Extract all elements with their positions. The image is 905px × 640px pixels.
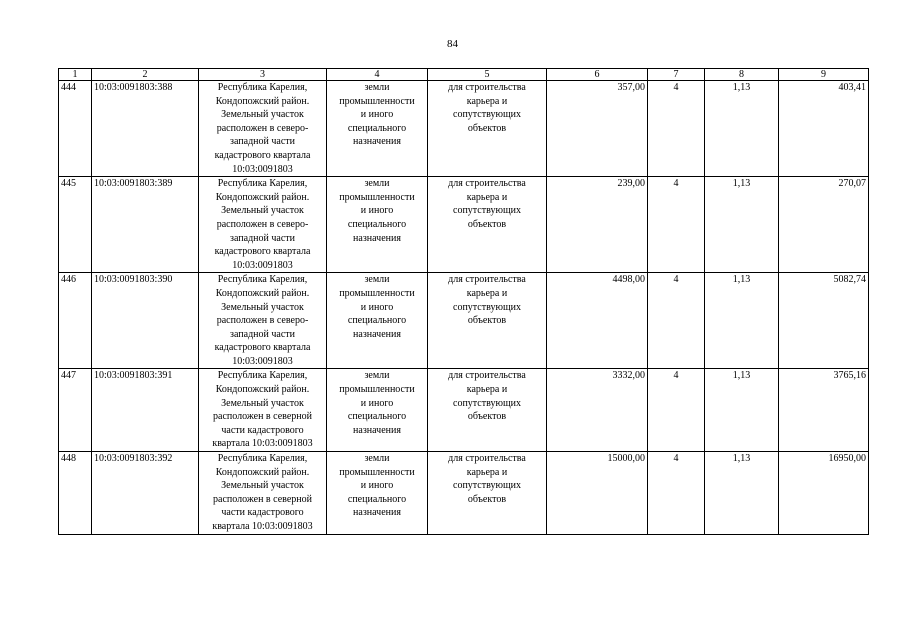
location-description-line: квартала 10:03:0091803 xyxy=(212,521,313,532)
permitted-use-line: объектов xyxy=(467,122,507,134)
permitted-use-line: для строительства xyxy=(448,178,526,190)
location-description-line: расположен в северо- xyxy=(216,122,309,134)
land-category-line: и иного xyxy=(360,109,394,121)
row-number: 444 xyxy=(59,81,92,177)
location-description-line: Кондопожский район. xyxy=(215,95,310,107)
column-header-9: 9 xyxy=(779,69,869,81)
location-description-line: части кадастрового xyxy=(221,507,304,519)
column-9-value: 270,07 xyxy=(779,177,869,273)
land-category-line: и иного xyxy=(360,205,394,217)
permitted-use-line: для строительства xyxy=(448,82,526,93)
area-value: 239,00 xyxy=(547,177,648,273)
permitted-use-line: карьера и xyxy=(466,384,508,396)
location-description-line: квартала 10:03:0091803 xyxy=(212,438,313,450)
column-9-value: 403,41 xyxy=(779,81,869,177)
location-description-line: западной части xyxy=(230,328,295,340)
permitted-use xyxy=(428,81,547,177)
column-8-value: 1,13 xyxy=(705,369,779,452)
location-description-line: Земельный участок xyxy=(221,205,304,217)
location-description-line: 10:03:0091803 xyxy=(232,163,293,175)
location-description-line: Республика Карелия, xyxy=(217,178,308,190)
location-description-line: Республика Карелия, xyxy=(217,370,308,382)
column-header-4: 4 xyxy=(327,69,428,81)
area-value: 4498,00 xyxy=(547,273,648,369)
location-description xyxy=(199,369,327,452)
permitted-use xyxy=(428,177,547,273)
header-row xyxy=(59,69,869,81)
location-description xyxy=(199,81,327,177)
column-header-5: 5 xyxy=(428,69,547,81)
column-header-7: 7 xyxy=(648,69,705,81)
land-category-line: промышленности xyxy=(339,95,415,107)
permitted-use-line: карьера и xyxy=(466,466,508,478)
column-9-value: 5082,74 xyxy=(779,273,869,369)
table-row xyxy=(59,177,869,273)
location-description-line: расположен в северной xyxy=(213,493,312,505)
land-category-line: земли xyxy=(364,370,390,382)
land-category-line: и иного xyxy=(360,397,394,409)
page-number: 84 xyxy=(447,38,458,50)
column-8-value: 1,13 xyxy=(705,177,779,273)
permitted-use-line: для строительства xyxy=(448,274,526,286)
land-category-line: промышленности xyxy=(339,384,415,396)
table-row xyxy=(59,81,869,177)
land-category-line: и иного xyxy=(360,480,394,492)
area-value: 3332,00 xyxy=(547,369,648,452)
land-category-line: промышленности xyxy=(339,191,415,203)
column-9-value: 16950,00 xyxy=(779,452,869,535)
column-8-value: 1,13 xyxy=(705,81,779,177)
land-category-line: промышленности xyxy=(339,287,415,299)
row-number: 445 xyxy=(59,177,92,273)
table-row xyxy=(59,273,869,369)
permitted-use-line: объектов xyxy=(467,493,507,505)
location-description-line: Республика Карелия, xyxy=(217,453,308,465)
land-category xyxy=(327,452,428,535)
location-description-line: Республика Карелия, xyxy=(217,274,308,286)
land-category-line: специального xyxy=(347,122,407,134)
location-description-line: 10:03:0091803 xyxy=(232,355,293,367)
area-value: 15000,00 xyxy=(547,452,648,535)
permitted-use-line: для строительства xyxy=(448,453,526,465)
column-8-value: 1,13 xyxy=(705,273,779,369)
permitted-use-line: сопутствующих xyxy=(453,109,521,121)
land-category-line: назначения xyxy=(353,232,401,244)
location-description-line: западной части xyxy=(230,136,295,148)
permitted-use-line: объектов xyxy=(467,315,507,327)
land-category-line: и иного xyxy=(360,301,394,313)
row-number: 446 xyxy=(59,273,92,369)
land-category-line: земли xyxy=(364,82,390,93)
column-header-2: 2 xyxy=(92,69,199,81)
row-number: 447 xyxy=(59,369,92,452)
location-description-line: части кадастрового xyxy=(221,424,304,436)
permitted-use-line: объектов xyxy=(467,411,507,423)
land-category-line: специального xyxy=(347,411,407,423)
location-description-line: западной части xyxy=(230,232,295,244)
permitted-use xyxy=(428,273,547,369)
location-description-line: расположен в северо- xyxy=(216,315,309,327)
location-description-line: Земельный участок xyxy=(221,109,304,121)
land-plots-table xyxy=(58,68,869,535)
column-header-3: 3 xyxy=(199,69,327,81)
land-category xyxy=(327,81,428,177)
permitted-use-line: объектов xyxy=(467,218,507,230)
cadastral-number: 10:03:0091803:388 xyxy=(92,81,199,177)
column-header-8: 8 xyxy=(705,69,779,81)
column-9-value: 3765,16 xyxy=(779,369,869,452)
land-category-line: промышленности xyxy=(339,466,415,478)
permitted-use-line: сопутствующих xyxy=(453,480,521,492)
cadastral-number: 10:03:0091803:391 xyxy=(92,369,199,452)
cadastral-number: 10:03:0091803:392 xyxy=(92,452,199,535)
land-category-line: земли xyxy=(364,178,390,190)
permitted-use-line: карьера и xyxy=(466,95,508,107)
column-7-value: 4 xyxy=(648,177,705,273)
land-category xyxy=(327,177,428,273)
land-category xyxy=(327,273,428,369)
location-description xyxy=(199,177,327,273)
permitted-use xyxy=(428,369,547,452)
land-category-line: назначения xyxy=(353,136,401,148)
location-description-line: Земельный участок xyxy=(221,480,304,492)
land-category xyxy=(327,369,428,452)
location-description-line: расположен в северной xyxy=(213,411,312,423)
location-description-line: Кондопожский район. xyxy=(215,466,310,478)
permitted-use-line: сопутствующих xyxy=(453,301,521,313)
permitted-use-line: карьера и xyxy=(466,191,508,203)
location-description-line: Земельный участок xyxy=(221,301,304,313)
land-category-line: назначения xyxy=(353,507,401,519)
location-description-line: Кондопожский район. xyxy=(215,384,310,396)
column-7-value: 4 xyxy=(648,369,705,452)
table-row xyxy=(59,452,869,535)
area-value: 357,00 xyxy=(547,81,648,177)
permitted-use-line: сопутствующих xyxy=(453,397,521,409)
location-description-line: кадастрового квартала xyxy=(214,342,311,354)
location-description xyxy=(199,452,327,535)
location-description-line: 10:03:0091803 xyxy=(232,259,293,271)
permitted-use xyxy=(428,452,547,535)
land-category-line: назначения xyxy=(353,424,401,436)
column-7-value: 4 xyxy=(648,81,705,177)
land-category-line: земли xyxy=(364,274,390,286)
column-8-value: 1,13 xyxy=(705,452,779,535)
location-description xyxy=(199,273,327,369)
location-description-line: Кондопожский район. xyxy=(215,287,310,299)
cadastral-number: 10:03:0091803:389 xyxy=(92,177,199,273)
cadastral-number: 10:03:0091803:390 xyxy=(92,273,199,369)
location-description-line: расположен в северо- xyxy=(216,218,309,230)
column-7-value: 4 xyxy=(648,273,705,369)
location-description-line: Земельный участок xyxy=(221,397,304,409)
row-number: 448 xyxy=(59,452,92,535)
column-7-value: 4 xyxy=(648,452,705,535)
location-description-line: кадастрового квартала xyxy=(214,246,311,258)
permitted-use-line: карьера и xyxy=(466,287,508,299)
land-category-line: специального xyxy=(347,315,407,327)
permitted-use-line: для строительства xyxy=(448,370,526,382)
table-row xyxy=(59,369,869,452)
location-description-line: Кондопожский район. xyxy=(215,191,310,203)
land-category-line: специального xyxy=(347,218,407,230)
land-category-line: земли xyxy=(364,453,390,465)
column-header-6: 6 xyxy=(547,69,648,81)
land-category-line: специального xyxy=(347,493,407,505)
location-description-line: Республика Карелия, xyxy=(217,82,308,93)
location-description-line: кадастрового квартала xyxy=(214,149,311,161)
column-header-1: 1 xyxy=(59,69,92,81)
permitted-use-line: сопутствующих xyxy=(453,205,521,217)
land-category-line: назначения xyxy=(353,328,401,340)
